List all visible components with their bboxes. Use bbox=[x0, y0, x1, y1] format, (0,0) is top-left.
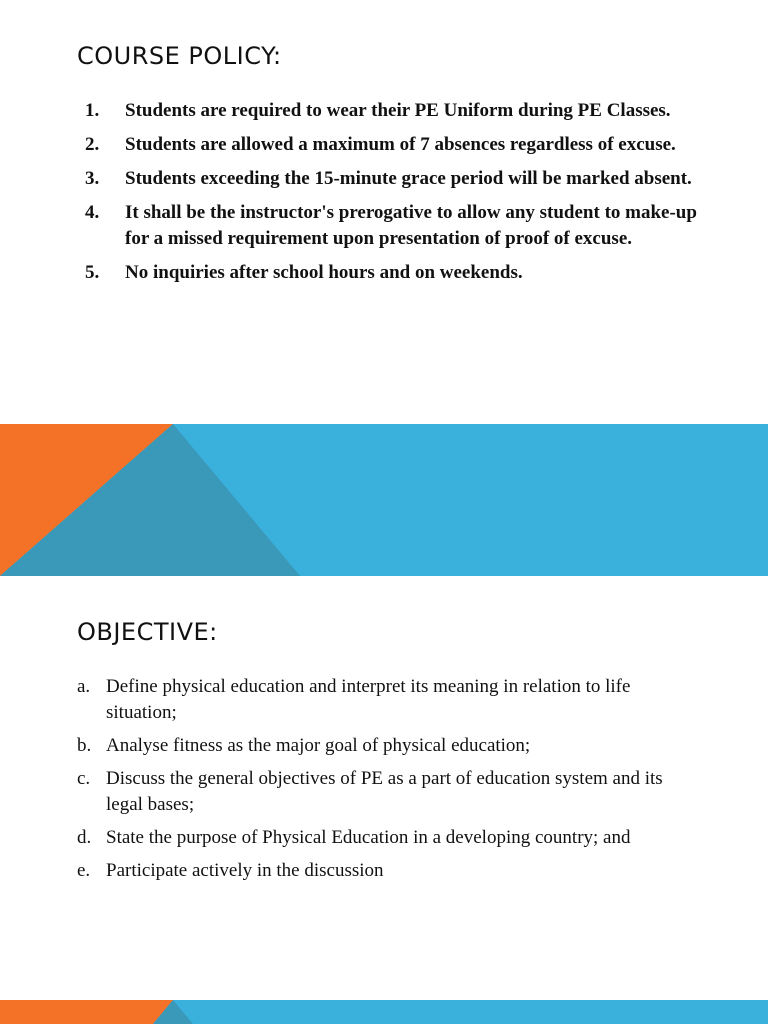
policy-item-number: 5. bbox=[85, 262, 100, 283]
objective-item-letter: b. bbox=[77, 735, 92, 756]
course-policy-title: COURSE POLICY: bbox=[77, 42, 282, 70]
policy-item-text: Students are allowed a maximum of 7 absences regardless of excuse. bbox=[125, 134, 676, 155]
bottom-banner-orange-shape bbox=[0, 1000, 173, 1024]
objective-item-letter: e. bbox=[77, 860, 91, 881]
objective-list bbox=[77, 674, 686, 891]
objective-item bbox=[77, 733, 686, 759]
objective-item-text: State the purpose of Physical Education in a developing country; and bbox=[106, 827, 631, 848]
objective-item-text: Participate actively in the discussion bbox=[106, 860, 384, 881]
policy-item bbox=[77, 132, 705, 158]
policy-item bbox=[77, 260, 705, 286]
objective-item-text: Define physical education and interpret its meaning in relation to life situation; bbox=[106, 676, 631, 723]
policy-item-text: No inquiries after school hours and on weekends. bbox=[125, 262, 523, 283]
objective-item bbox=[77, 674, 686, 726]
policy-item bbox=[77, 200, 721, 252]
policy-item-number: 2. bbox=[85, 134, 100, 155]
bottom-banner-strip bbox=[0, 1000, 768, 1024]
course-policy-slide bbox=[0, 0, 768, 424]
objective-item-letter: a. bbox=[77, 676, 91, 697]
policy-item bbox=[77, 166, 705, 192]
objective-item-letter: c. bbox=[77, 768, 91, 789]
decorative-banner bbox=[0, 424, 768, 576]
objective-item bbox=[77, 825, 686, 851]
policy-item-text: Students exceeding the 15-minute grace period will be marked absent. bbox=[125, 168, 692, 189]
policy-item-text: It shall be the instructor's prerogative to allow any student to make-up for a missed requirement upon presentation of proof of excuse. bbox=[125, 202, 697, 249]
objective-item bbox=[77, 858, 686, 884]
policy-item bbox=[77, 98, 705, 124]
policy-item-number: 1. bbox=[85, 100, 100, 121]
objective-item bbox=[77, 766, 686, 818]
objective-title: OBJECTIVE: bbox=[77, 618, 218, 646]
policy-item-number: 4. bbox=[85, 202, 100, 223]
policy-item-number: 3. bbox=[85, 168, 100, 189]
objective-slide bbox=[0, 576, 768, 1000]
course-policy-list bbox=[77, 98, 721, 294]
objective-item-text: Analyse fitness as the major goal of physical education; bbox=[106, 735, 531, 756]
objective-item-letter: d. bbox=[77, 827, 92, 848]
policy-item-text: Students are required to wear their PE Uniform during PE Classes. bbox=[125, 100, 671, 121]
objective-item-text: Discuss the general objectives of PE as a part of education system and its legal bases; bbox=[106, 768, 663, 815]
